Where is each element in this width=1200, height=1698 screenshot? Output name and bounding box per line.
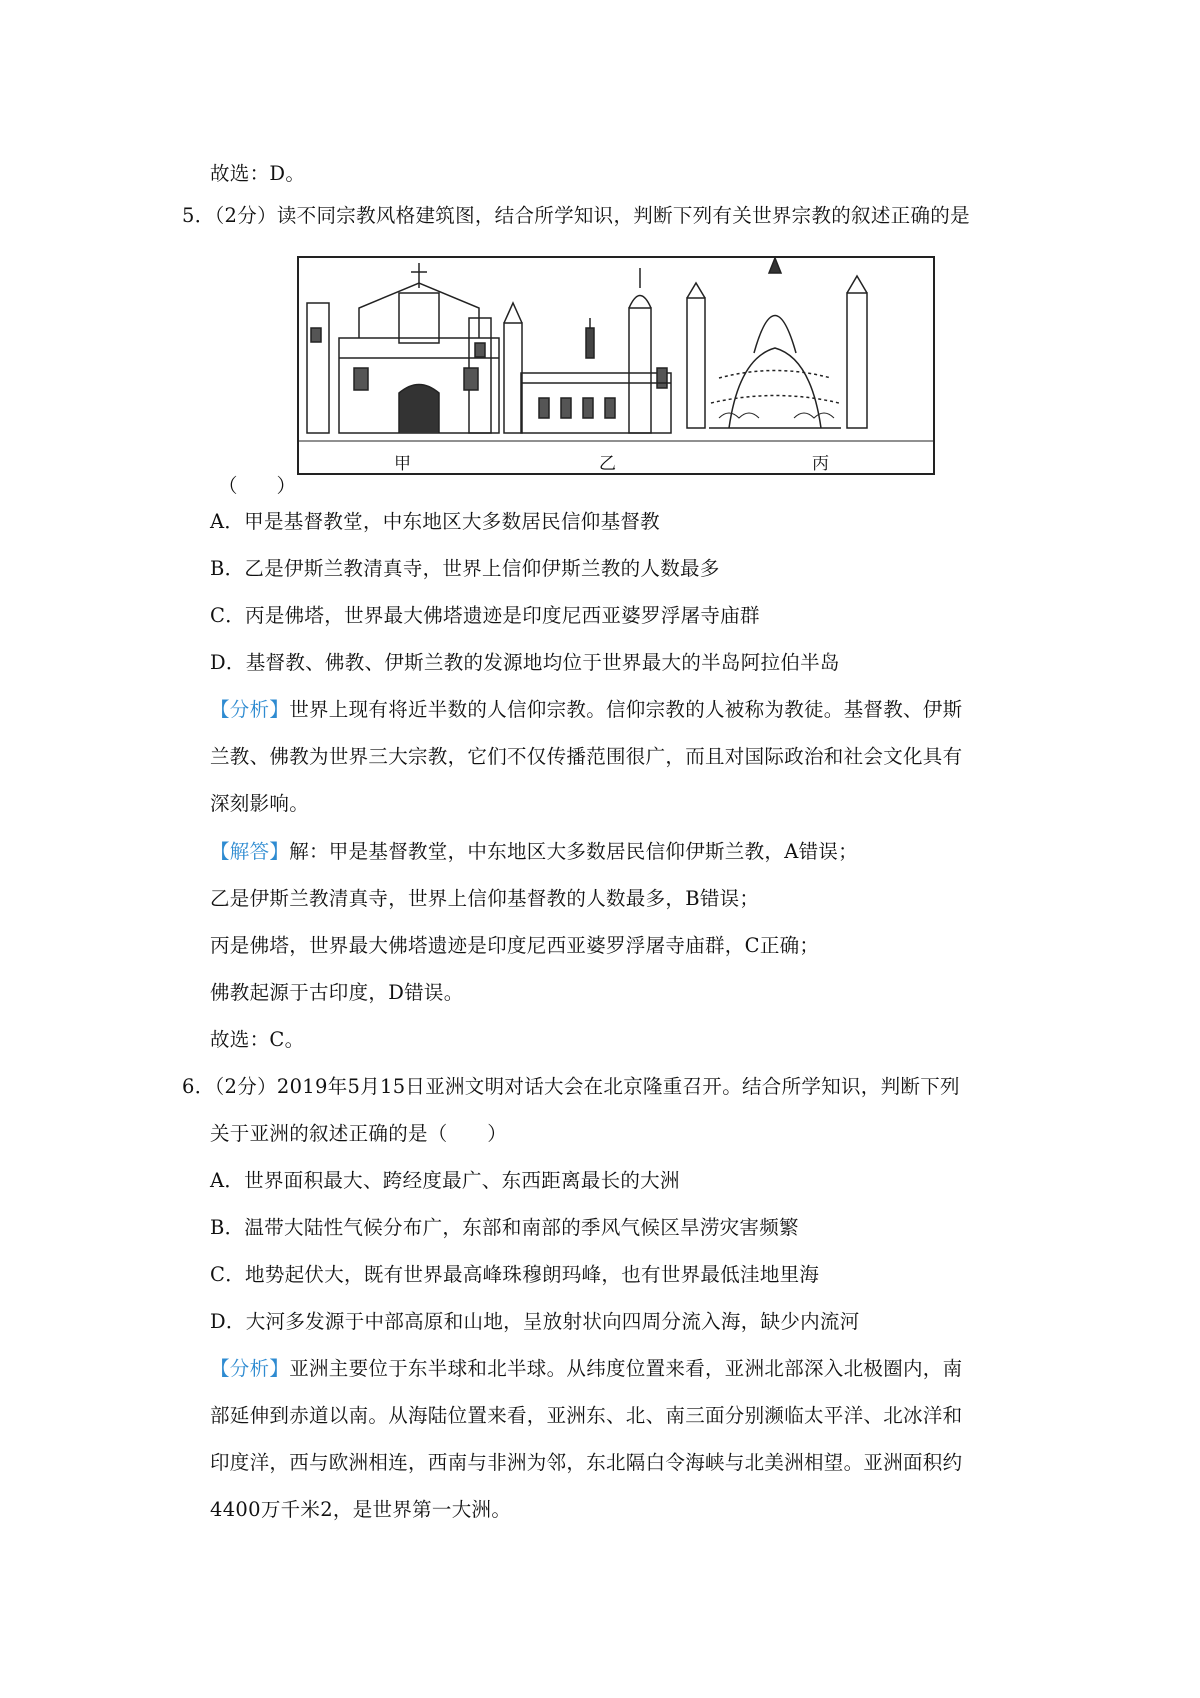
q6-option-d: D．大河多发源于中部高原和山地，呈放射状向四周分流入海，缺少内流河	[210, 1310, 860, 1333]
q5-answer-tag: 【解答】	[210, 840, 290, 863]
q5-analysis-line-2: 兰教、佛教为世界三大宗教，它们不仅传播范围很广，而且对国际政治和社会文化具有	[210, 745, 963, 768]
q6-option-a: A．世界面积最大、跨经度最广、东西距离最长的大洲	[210, 1169, 680, 1192]
q6-option-c: C．地势起伏大，既有世界最高峰珠穆朗玛峰，也有世界最低洼地里海	[210, 1263, 820, 1286]
q5-answer-line-2: 乙是伊斯兰教清真寺，世界上信仰基督教的人数最多，B错误；	[210, 887, 760, 910]
q6-stem-line-2: 关于亚洲的叙述正确的是（ ）	[210, 1122, 508, 1145]
figure-label-jia: 甲	[394, 454, 411, 474]
figure-label-bing: 丙	[812, 454, 829, 474]
q5-answer-line-4: 佛教起源于古印度，D错误。	[210, 981, 464, 1004]
pagoda-drawing	[687, 258, 867, 428]
q6-analysis-line-2: 部延伸到赤道以南。从海陆位置来看，亚洲东、北、南三面分别濒临太平洋、北冰洋和	[210, 1404, 963, 1427]
q5-analysis-line-3: 深刻影响。	[210, 792, 310, 815]
q5-option-c: C．丙是佛塔，世界最大佛塔遗迹是印度尼西亚婆罗浮屠寺庙群	[210, 604, 760, 627]
q6-analysis-line-4: 4400万千米2，是世界第一大洲。	[210, 1498, 512, 1521]
prev-answer: 故选：D。	[210, 162, 306, 185]
q5-answer-paren: （ ）	[218, 474, 297, 497]
figure-label-yi: 乙	[599, 454, 616, 474]
q5-final-answer: 故选：C。	[210, 1028, 305, 1051]
q5-option-b: B．乙是伊斯兰教清真寺，世界上信仰伊斯兰教的人数最多	[210, 557, 720, 580]
q5-option-a: A．甲是基督教堂，中东地区大多数居民信仰基督教	[210, 510, 660, 533]
q5-analysis-line-1: 【分析】世界上现有将近半数的人信仰宗教。信仰宗教的人被称为教徒。基督教、伊斯	[210, 698, 963, 721]
mosque-drawing	[504, 268, 671, 433]
religious-buildings-figure	[297, 256, 935, 475]
q6-analysis-line-3: 印度洋，西与欧洲相连，西南与非洲为邻，东北隔白令海峡与北美洲相望。亚洲面积约	[210, 1451, 963, 1474]
q5-option-d: D．基督教、佛教、伊斯兰教的发源地均位于世界最大的半岛阿拉伯半岛	[210, 651, 840, 674]
q5-analysis-tag: 【分析】	[210, 698, 290, 721]
q6-option-b: B．温带大陆性气候分布广，东部和南部的季风气候区旱涝灾害频繁	[210, 1216, 799, 1239]
q5-stem: 5．（2分）读不同宗教风格建筑图，结合所学知识，判断下列有关世界宗教的叙述正确的是	[182, 204, 970, 227]
q5-answer-line-3: 丙是佛塔，世界最大佛塔遗迹是印度尼西亚婆罗浮屠寺庙群，C正确；	[210, 934, 820, 957]
q5-answer-line-1: 【解答】解：甲是基督教堂，中东地区大多数居民信仰伊斯兰教，A错误；	[210, 840, 858, 863]
q6-stem-line-1: 6．（2分）2019年5月15日亚洲文明对话大会在北京隆重召开。结合所学知识，判断下列	[182, 1075, 960, 1098]
church-drawing	[307, 263, 499, 433]
q6-analysis-line-1: 【分析】亚洲主要位于东半球和北半球。从纬度位置来看，亚洲北部深入北极圈内，南	[210, 1357, 963, 1380]
q6-analysis-tag: 【分析】	[210, 1357, 290, 1380]
